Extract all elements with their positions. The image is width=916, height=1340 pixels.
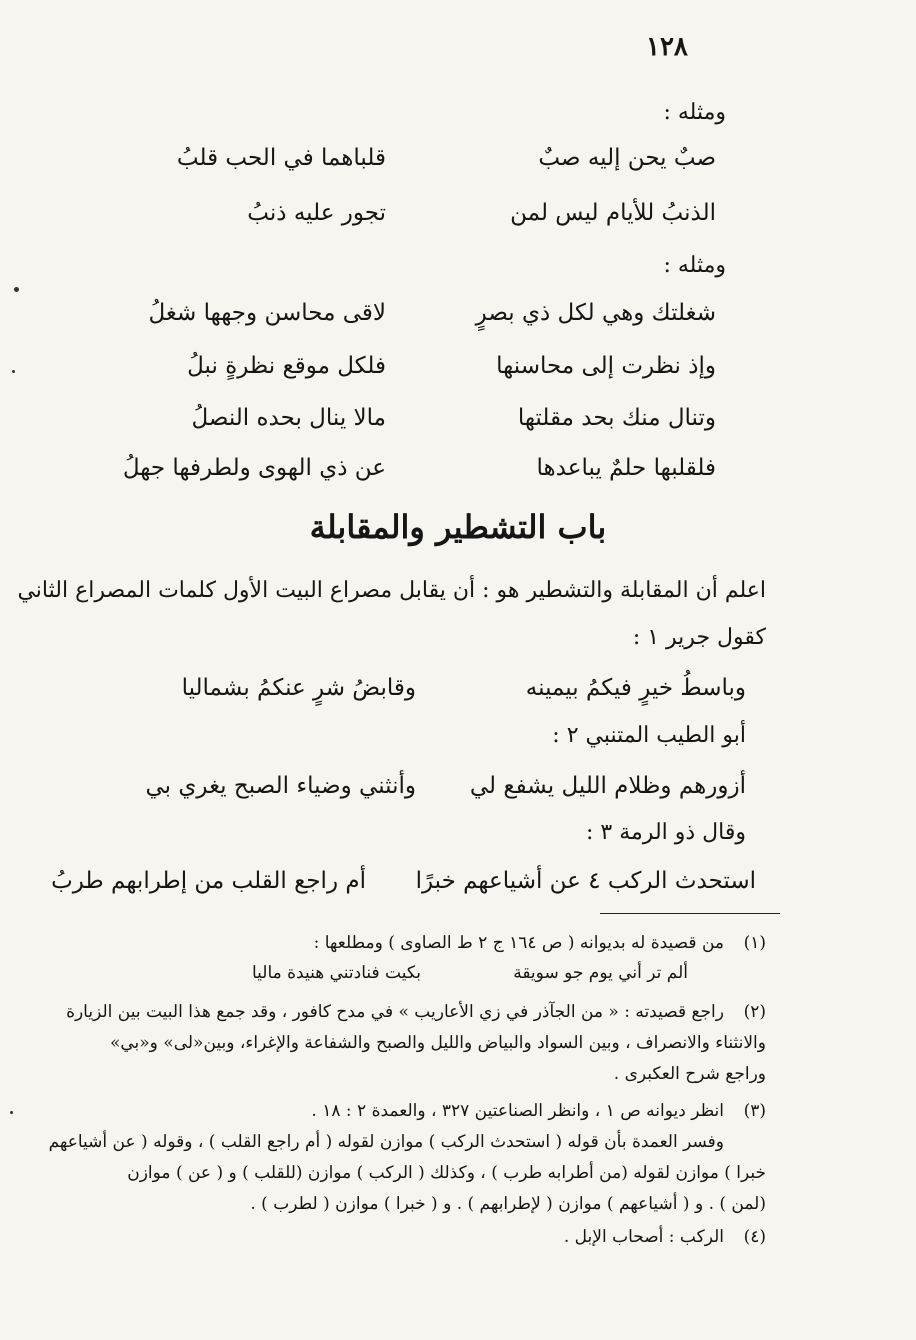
attribution-line: وقال ذو الرمة ٣ : — [586, 820, 746, 845]
footnote-text: وفسر العمدة بأن قوله ( استحدث الركب ) موازن لقوله ( أم راجع القلب ) ، وقوله ( عن أشياعهم — [48, 1132, 724, 1152]
verse-row — [100, 675, 746, 719]
footnote-text: من قصيدة له بديوانه ( ص ١٦٤ ج ٢ ط الصاوى ) ومطلعها : — [313, 933, 724, 953]
verse-hemistich-first: وباسطُ خيرٍ فيكمُ بيمينه — [525, 675, 746, 701]
footnote-text: انظر ديوانه ص ١ ، وانظر الصناعتين ٣٢٧ ، والعمدة ٢ : ١٨ . — [311, 1101, 724, 1121]
footnote-text: (لمن ) . و ( أشياعهم ) موازن ( لإطرابهم ) . و ( خبرا ) موازن ( لطرب ) . — [250, 1194, 766, 1214]
footnote-verse-second: بكيت فنادتني هنيدة ماليا — [251, 963, 421, 983]
footnote-4 — [55, 1222, 766, 1253]
verse-hemistich-second: لاقى محاسن وجهها شغلُ — [148, 300, 386, 326]
footnote-3 — [48, 1096, 766, 1220]
scan-speck — [12, 370, 15, 373]
verse-hemistich-first: وتنال منك بحد مقلتها — [517, 405, 716, 431]
footnote-1 — [55, 928, 766, 959]
scan-speck — [10, 1111, 13, 1114]
scan-speck — [14, 287, 19, 292]
verse-hemistich-second: تجور عليه ذنبُ — [247, 200, 386, 226]
footnote-number: (١) — [743, 933, 766, 953]
verse-hemistich-second: عن ذي الهوى ولطرفها جهلُ — [122, 455, 386, 481]
section-heading: باب التشطير والمقابلة — [309, 508, 607, 546]
footnote-text: الركب : أصحاب الإبل . — [563, 1227, 724, 1247]
footnote-text: وراجع شرح العكبرى . — [613, 1064, 766, 1084]
verse-hemistich-second: مالا ينال بحده النصلُ — [191, 405, 386, 431]
footnote-number: (٢) — [743, 1002, 766, 1022]
paragraph-line: كقول جرير ١ : — [632, 625, 766, 650]
verse-hemistich-first: صبٌ يحن إليه صبٌ — [538, 145, 716, 171]
verse-hemistich-second: أم راجع القلب من إطرابهم طربُ — [51, 868, 366, 894]
verse-row — [110, 145, 716, 189]
verse-hemistich-first: استحدث الركب ٤ عن أشياعهم خبرًا — [415, 868, 756, 894]
verse-row — [110, 300, 716, 344]
footnote-text: والانثناء والانصراف ، وبين السواد والبياض والليل والصبح والشفاعة والإغراء، وبين«لى» و«بي» — [109, 1033, 766, 1053]
footnote-number: (٤) — [743, 1227, 766, 1247]
verse-row — [100, 773, 746, 817]
footnote-text: راجع قصيدته : « من الجآذر في زي الأعاريب » في مدح كافور ، وقد جمع هذا البيت بين الزيارة — [66, 1002, 724, 1022]
verse-hemistich-first: شغلتك وهي لكل ذي بصرٍ — [475, 300, 716, 326]
verse-row — [110, 353, 716, 397]
verse-hemistich-second: وأنثني وضياء الصبح يغري بي — [145, 773, 416, 799]
intro-line-1: ومثله : — [663, 100, 726, 125]
footnote-text: خبرا ) موازن لقوله (من أطرابه طرب ) ، وكذلك ( الركب ) موازن (للقلب ) و ( عن ) موازن — [127, 1163, 766, 1183]
verse-hemistich-first: فلقلبها حلمٌ يباعدها — [536, 455, 716, 481]
footnote-verse-first: ألم تر أني يوم جو سويقة — [513, 963, 688, 983]
paragraph-line: اعلم أن المقابلة والتشطير هو : أن يقابل مصراع البيت الأول كلمات المصراع الثاني — [17, 578, 766, 603]
verse-hemistich-first: أزورهم وظلام الليل يشفع لي — [469, 773, 746, 799]
verse-hemistich-second: فلكل موقع نظرةٍ نبلُ — [187, 353, 386, 379]
verse-row — [110, 405, 716, 449]
footnote-2 — [55, 997, 766, 1090]
attribution-line: أبو الطيب المتنبي ٢ : — [552, 723, 746, 748]
footnote-separator — [600, 913, 780, 914]
page-number: ١٢٨ — [646, 32, 688, 62]
verse-row — [110, 455, 716, 499]
footnote-number: (٣) — [743, 1101, 766, 1121]
verse-hemistich-second: قلباهما في الحب قلبُ — [176, 145, 386, 171]
verse-hemistich-second: وقابضُ شرٍ عنكمُ بشماليا — [181, 675, 416, 701]
verse-hemistich-first: وإذ نظرت إلى محاسنها — [496, 353, 716, 379]
verse-hemistich-first: الذنبُ للأيام ليس لمن — [510, 200, 716, 226]
intro-line-2: ومثله : — [663, 253, 726, 278]
verse-row — [51, 868, 756, 912]
verse-row — [110, 200, 716, 244]
